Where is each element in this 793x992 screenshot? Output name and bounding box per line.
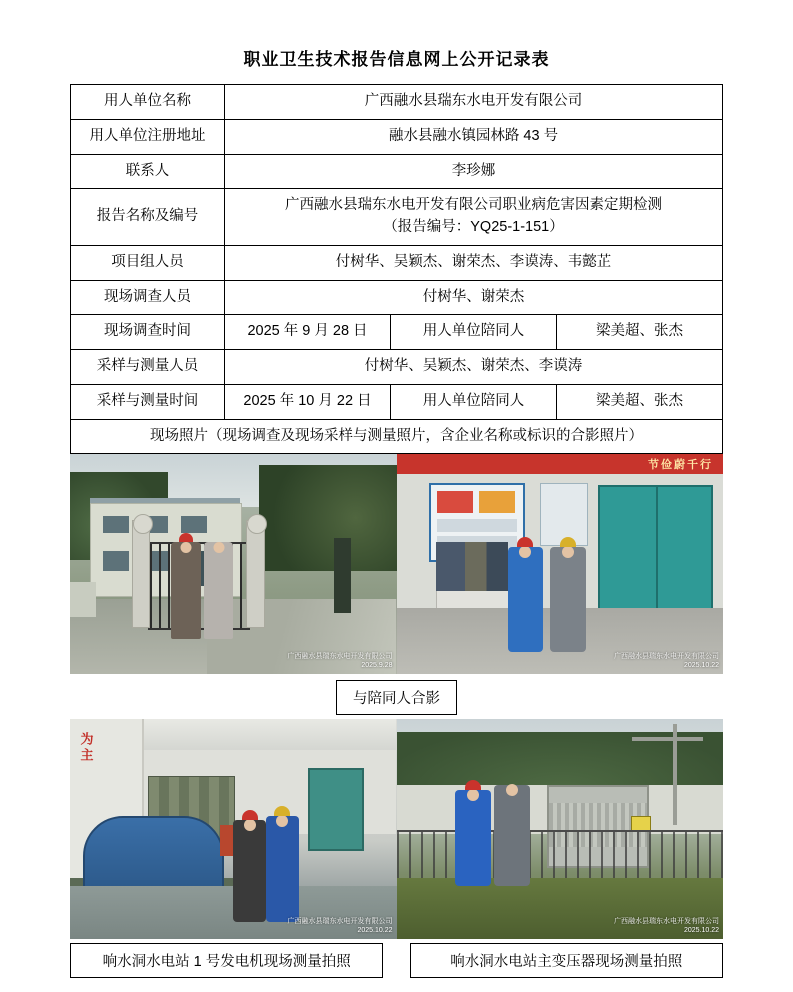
table-row	[71, 85, 723, 120]
row-label-company-name: 用人单位名称	[71, 85, 225, 120]
row-value-address: 融水县融水镇园林路 43 号	[225, 119, 723, 154]
row-value-sampling-staff: 付树华、吴颖杰、谢荣杰、李谟涛	[225, 350, 723, 385]
record-table	[70, 84, 723, 454]
wall-banner: 节俭蔚千行	[397, 454, 724, 474]
person-grey-jacket	[550, 547, 586, 653]
person-head	[213, 542, 224, 553]
person-head	[276, 815, 288, 827]
row-label-survey-date: 现场调查时间	[71, 315, 225, 350]
row-value-survey-date: 2025 年 9 月 28 日	[225, 315, 391, 350]
person-measuring	[233, 820, 266, 921]
person-head	[244, 819, 256, 831]
transformer-measurement-photo	[397, 719, 724, 939]
photo-watermark	[614, 653, 719, 671]
table-row	[71, 154, 723, 189]
watermark-company: 广西融水县瑞东水电开发有限公司	[287, 917, 393, 925]
gate-pillar-right	[246, 520, 264, 628]
person-escort	[204, 542, 233, 639]
table-row	[71, 189, 723, 246]
photo-watermark	[288, 918, 393, 936]
row-value-sampling-date: 2025 年 10 月 22 日	[225, 384, 391, 419]
row-value-company-name: 广西融水县瑞东水电开发有限公司	[225, 85, 723, 120]
row-value-project-team: 付树华、吴颖杰、谢荣杰、李谟涛、韦懿芷	[225, 245, 723, 280]
gate-group-photo	[70, 454, 397, 674]
report-number-line2: （报告编号：YQ25-1-151）	[383, 219, 564, 235]
caption-group-photo: 与陪同人合影	[336, 680, 457, 715]
person-escort	[266, 816, 299, 922]
row-value-survey-escort: 梁美超、张杰	[557, 315, 723, 350]
photo-cell-transformer	[397, 719, 724, 939]
table-row	[71, 315, 723, 350]
row-value-report-name	[225, 189, 723, 246]
gate-pillar-left	[132, 520, 150, 628]
tree-right	[259, 465, 396, 571]
green-door	[598, 485, 713, 625]
watermark-company: 广西融水县瑞东水电开发有限公司	[614, 917, 719, 925]
watermark-date: 2025.10.22	[357, 926, 393, 934]
window	[103, 516, 129, 534]
table-row	[71, 119, 723, 154]
person-with-helmet	[171, 542, 200, 639]
photo-cell-generator	[70, 719, 397, 939]
row-label-sampling-staff: 采样与测量人员	[71, 350, 225, 385]
pillar-ball-left	[133, 514, 153, 534]
red-helmet-icon	[242, 810, 258, 820]
caption-row-measurements	[70, 939, 723, 978]
photo-watermark	[288, 653, 393, 671]
row-label-report-name: 报告名称及编号	[71, 189, 225, 246]
table-row	[71, 280, 723, 315]
station-signboard	[334, 538, 350, 613]
board-poster-orange	[479, 491, 516, 513]
safety-fence	[397, 830, 724, 882]
indoor-group-photo	[397, 454, 724, 674]
window	[103, 551, 129, 571]
caption-row-group	[70, 674, 723, 719]
caption-transformer-photo: 响水洞水电站主变压器现场测量拍照	[410, 943, 723, 978]
photo-watermark	[614, 918, 719, 936]
yellow-helmet-icon	[560, 537, 576, 547]
person-head	[519, 546, 531, 558]
red-helmet-icon	[465, 780, 481, 790]
row-value-contact: 李珍娜	[225, 154, 723, 189]
window	[181, 516, 207, 534]
person-head	[562, 546, 574, 558]
pole-crossarm	[632, 737, 704, 741]
table-row	[71, 245, 723, 280]
photo-grid	[70, 454, 723, 674]
pillar-ball-right	[247, 514, 267, 534]
photos-section-header: 现场照片（现场调查及现场采样与测量照片，含企业名称或标识的合影照片）	[71, 419, 723, 454]
row-label-address: 用人单位注册地址	[71, 119, 225, 154]
person-escort	[494, 785, 530, 886]
report-name-line1: 广西融水县瑞东水电开发有限公司职业病危害因素定期检测	[285, 197, 662, 214]
green-door	[308, 768, 364, 851]
wall-slogan: 为主	[78, 732, 94, 765]
row-label-contact: 联系人	[71, 154, 225, 189]
table-row	[71, 419, 723, 454]
table-row	[71, 384, 723, 419]
photo-cell-indoor	[397, 454, 724, 674]
row-label-survey-escort: 用人单位陪同人	[391, 315, 557, 350]
page-title: 职业卫生技术报告信息网上公开记录表	[243, 50, 550, 69]
row-value-sampling-escort: 梁美超、张杰	[557, 384, 723, 419]
photo-cell-gate	[70, 454, 397, 674]
row-label-project-team: 项目组人员	[71, 245, 225, 280]
generator-measurement-photo	[70, 719, 397, 939]
person-measuring	[455, 790, 491, 887]
caption-generator-photo: 响水洞水电站 1 号发电机现场测量拍照	[70, 943, 383, 978]
guard-house	[70, 582, 96, 617]
board-row	[437, 519, 517, 532]
watermark-date: 2025.10.22	[683, 661, 719, 669]
hanging-coats	[436, 542, 508, 590]
row-label-survey-staff: 现场调查人员	[71, 280, 225, 315]
watermark-date: 2025.9.28	[361, 661, 393, 669]
yellow-helmet-icon	[274, 806, 290, 816]
watermark-company: 广西融水县瑞东水电开发有限公司	[287, 652, 393, 660]
board-poster-red	[437, 491, 474, 513]
row-label-sampling-date: 采样与测量时间	[71, 384, 225, 419]
watermark-company: 广西融水县瑞东水电开发有限公司	[614, 652, 719, 660]
row-label-sampling-escort: 用人单位陪同人	[391, 384, 557, 419]
watermark-date: 2025.10.22	[683, 926, 719, 934]
person-head	[180, 542, 191, 553]
photo-grid-2	[70, 719, 723, 939]
person-head	[506, 784, 518, 796]
row-value-survey-staff: 付树华、谢荣杰	[225, 280, 723, 315]
red-helmet-icon	[179, 533, 193, 542]
table-row	[71, 350, 723, 385]
red-helmet-icon	[517, 537, 533, 547]
person-head	[467, 789, 479, 801]
person-blue-jacket	[508, 547, 544, 653]
